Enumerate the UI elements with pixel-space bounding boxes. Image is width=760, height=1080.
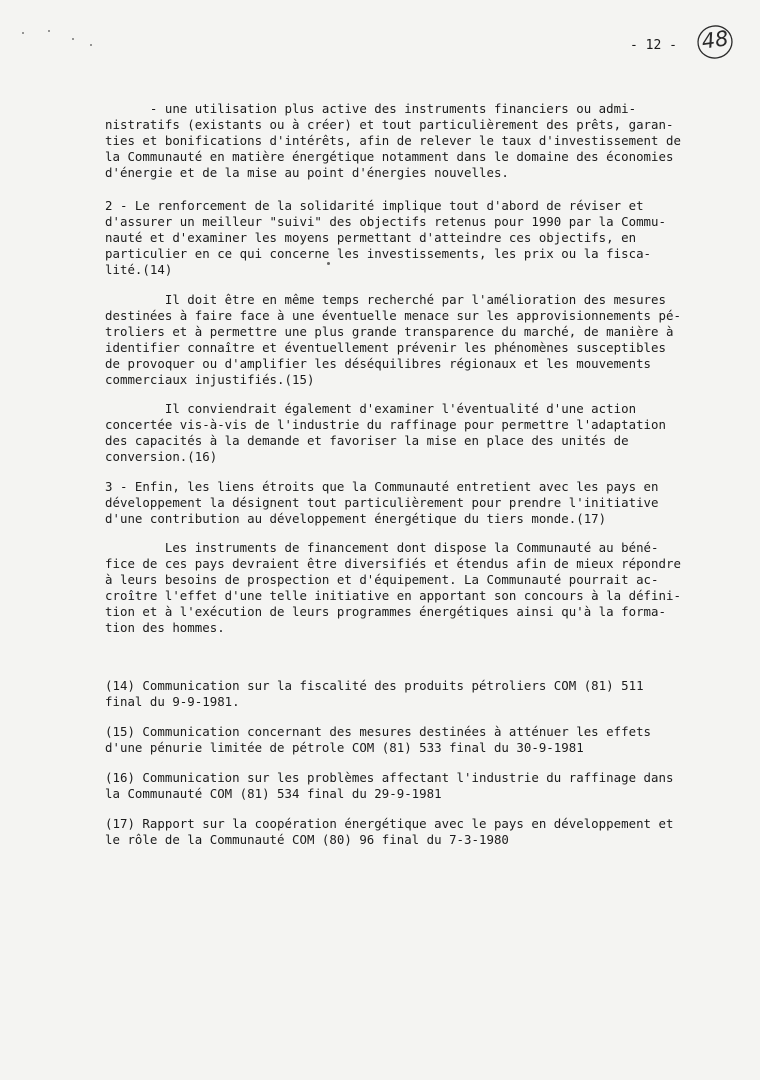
footnote-line: (14) Communication sur la fiscalité des produits pétroliers COM (81) 511 — [105, 678, 644, 693]
stamp-text: 48 — [700, 26, 730, 54]
body-line: nauté et d'examiner les moyens permettant d'atteindre ces objectifs, en — [105, 230, 637, 245]
footnote-line: (16) Communication sur les problèmes affectant l'industrie du raffinage dans — [105, 770, 674, 785]
body-line: fice de ces pays devraient être diversifiés et étendus afin de mieux répondre — [105, 556, 681, 571]
body-line: 3 - Enfin, les liens étroits que la Communauté entretient avec les pays en — [105, 479, 659, 494]
body-line: commerciaux injustifiés.(15) — [105, 372, 315, 387]
body-line: identifier connaître et éventuellement prévenir les phénomènes susceptibles — [105, 340, 666, 355]
body-line: troliers et à permettre une plus grande transparence du marché, de manière à — [105, 324, 674, 339]
page-stamp — [695, 22, 735, 62]
body-line: d'énergie et de la mise au point d'énergies nouvelles. — [105, 165, 509, 180]
body-line: Il doit être en même temps recherché par l'amélioration des mesures — [105, 292, 666, 307]
body-line: Les instruments de financement dont dispose la Communauté au béné- — [105, 540, 659, 555]
footnote-line: d'une pénurie limitée de pétrole COM (81) 533 final du 30-9-1981 — [105, 740, 584, 755]
page-number: - 12 - — [630, 38, 677, 53]
body-line: particulier en ce qui concerne les investissements, les prix ou la fisca- — [105, 246, 652, 261]
body-line: ties et bonifications d'intérêts, afin de relever le taux d'investissement de — [105, 133, 681, 148]
footnote-line: (15) Communication concernant des mesures destinées à atténuer les effets — [105, 724, 652, 739]
footnote-line: le rôle de la Communauté COM (80) 96 final du 7-3-1980 — [105, 832, 509, 847]
body-line: tion des hommes. — [105, 620, 225, 635]
body-line: lité.(14) — [105, 262, 173, 277]
body-line: des capacités à la demande et favoriser la mise en place des unités de — [105, 433, 629, 448]
body-line: tion et à l'exécution de leurs programmes énergétiques ainsi qu'à la forma- — [105, 604, 666, 619]
body-line: de provoquer ou d'amplifier les déséquilibres régionaux et les mouvements — [105, 356, 652, 371]
body-line: la Communauté en matière énergétique notamment dans le domaine des économies — [105, 149, 674, 164]
body-line: d'assurer un meilleur "suivi" des objectifs retenus pour 1990 par la Commu- — [105, 214, 666, 229]
footnote-line: la Communauté COM (81) 534 final du 29-9-1981 — [105, 786, 442, 801]
body-line: - une utilisation plus active des instruments financiers ou admi- — [105, 101, 637, 116]
body-line: conversion.(16) — [105, 449, 218, 464]
body-line: nistratifs (existants ou à créer) et tout particulièrement des prêts, garan- — [105, 117, 674, 132]
footnote-line: final du 9-9-1981. — [105, 694, 240, 709]
body-line: croître l'effet d'une telle initiative en apportant son concours à la défini- — [105, 588, 681, 603]
body-line: d'une contribution au développement énergétique du tiers monde.(17) — [105, 511, 607, 526]
body-line: Il conviendrait également d'examiner l'éventualité d'une action — [105, 401, 637, 416]
footnote-line: (17) Rapport sur la coopération énergétique avec le pays en développement et — [105, 816, 674, 831]
body-line: à leurs besoins de prospection et d'équipement. La Communauté pourrait ac- — [105, 572, 659, 587]
body-line: destinées à faire face à une éventuelle menace sur les approvisionnements pé- — [105, 308, 681, 323]
body-line: développement la désignent tout particulièrement pour prendre l'initiative — [105, 495, 659, 510]
body-line: 2 - Le renforcement de la solidarité implique tout d'abord de réviser et — [105, 198, 644, 213]
body-line: concertée vis-à-vis de l'industrie du raffinage pour permettre l'adaptation — [105, 417, 666, 432]
